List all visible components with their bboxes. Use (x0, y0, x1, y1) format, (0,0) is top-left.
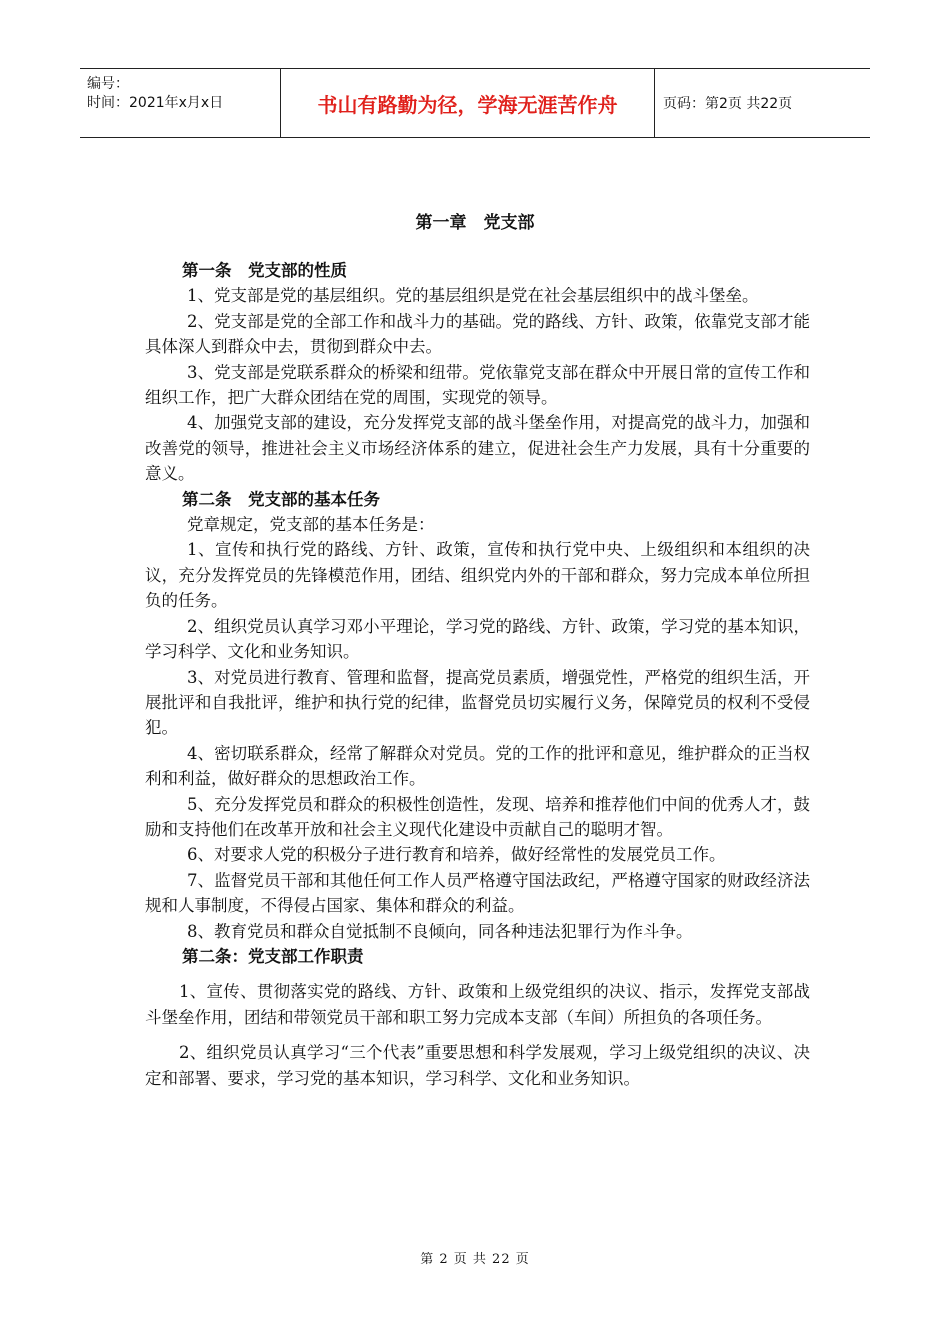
header-page-info: 页码：第2页 共22页 (663, 96, 793, 112)
paragraph: 2、党支部是党的全部工作和战斗力的基础。党的路线、方针、政策，依靠党支部才能具体深人到群众中去，贯彻到群众中去。 (145, 311, 810, 357)
paragraph: 7、监督党员干部和其他任何工作人员严格遵守国法政纪，严格遵守国家的财政经济法规和人事制度，不得侵占国家、集体和群众的利益。 (145, 870, 810, 916)
time-label: 时间：2021年x月x日 (87, 95, 224, 111)
paragraph: 2、组织党员认真学习邓小平理论，学习党的路线、方针、政策，学习党的基本知识，学习科学、文化和业务知识。 (145, 616, 810, 662)
paragraph: 3、对党员进行教育、管理和监督，提高党员素质，增强党性，严格党的组织生活，开展批评和自我批评，维护和执行党的纪律，监督党员切实履行义务，保障党员的权利不受侵犯。 (145, 667, 810, 738)
paragraph: 6、对要求人党的积极分子进行教育和培养，做好经常性的发展党员工作。 (187, 845, 726, 865)
paragraph: 2、组织党员认真学习“三个代表”重要思想和科学发展观，学习上级党组织的决议、决定和部署、要求，学习党的基本知识，学习科学、文化和业务知识。 (145, 1043, 810, 1088)
page-footer: 第 2 页 共 22 页 (420, 1252, 530, 1267)
header-meta (80, 69, 281, 137)
section-heading: 第二条 党支部的基本任务 (182, 489, 380, 509)
paragraph: 5、充分发挥党员和群众的积极性创造性，发现、培养和推荐他们中间的优秀人才，鼓励和支持他们在改革开放和社会主义现代化建设中贡献自己的聪明才智。 (145, 794, 810, 839)
document-body (145, 258, 810, 1091)
page-header (80, 68, 870, 138)
number-label: 编号： (87, 76, 129, 92)
header-motto: 书山有路勤为径，学海无涯苦作舟 (281, 69, 655, 137)
section-heading: 第二条：党支部工作职责 (182, 946, 364, 966)
paragraph: 1、宣传、贯彻落实党的路线、方针、政策和上级党组织的决议、指示，发挥党支部战斗堡垒作用，团结和带领党员干部和职工努力完成本支部（车间）所担负的各项任务。 (145, 982, 810, 1027)
paragraph: 1、党支部是党的基层组织。党的基层组织是党在社会基层组织中的战斗堡垒。 (187, 286, 759, 306)
section-heading: 第一条 党支部的性质 (182, 261, 347, 280)
paragraph: 1、宣传和执行党的路线、方针、政策，宣传和执行党中央、上级组织和本组织的决议，充分发挥党员的先锋模范作用，团结、组织党内外的干部和群众，努力完成本单位所担负的任务。 (145, 540, 810, 611)
chapter-title: 第一章 党支部 (415, 213, 535, 233)
paragraph: 4、加强党支部的建设，充分发挥党支部的战斗堡垒作用，对提高党的战斗力，加强和改善党的领导，推进社会主义市场经济体系的建立，促进社会生产力发展，具有十分重要的意义。 (145, 413, 810, 484)
paragraph: 4、密切联系群众，经常了解群众对党员。党的工作的批评和意见，维护群众的正当权利和利益，做好群众的思想政治工作。 (145, 743, 810, 789)
paragraph: 8、教育党员和群众自觉抵制不良倾向，同各种违法犯罪行为作斗争。 (187, 921, 693, 941)
paragraph: 3、党支部是党联系群众的桥梁和纽带。党依靠党支部在群众中开展日常的宣传工作和组织工作，把广大群众团结在党的周围，实现党的领导。 (145, 362, 810, 408)
paragraph: 党章规定，党支部的基本任务是： (187, 515, 435, 535)
